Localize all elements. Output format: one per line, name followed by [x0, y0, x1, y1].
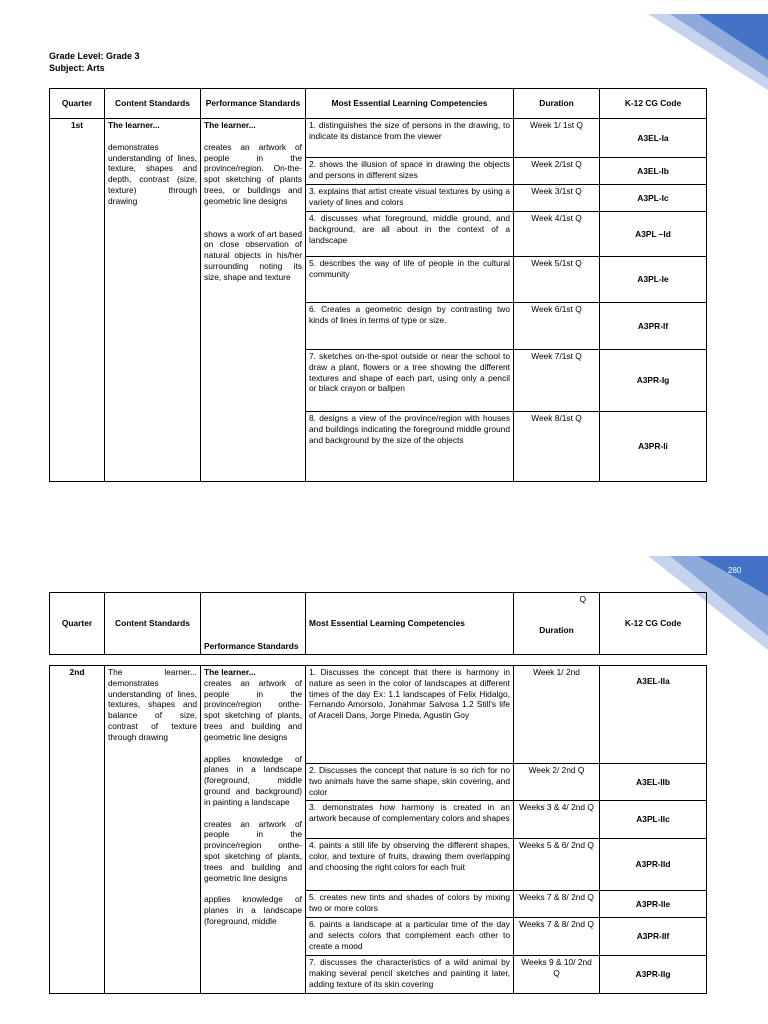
table-header-row: [50, 89, 707, 119]
table-row: [50, 119, 707, 158]
table-header-row: [50, 593, 707, 655]
code-cell: A3EL-Ib: [600, 158, 707, 185]
performance-standards-part4: applies knowledge of planes in a landscape (foreground, middle: [204, 894, 302, 926]
competency-cell: 7. discusses the characteristics of a wild animal by making several pencil sketches and painting it later, adding texture of its skin covering: [306, 956, 514, 994]
performance-standards-part1: creates an artwork of people in the province/region onthe-spot sketching of plants, trees and building and geometric line designs: [204, 677, 302, 742]
competency-cell: 5. creates new tints and shades of colors by mixing two or more colors: [306, 891, 514, 918]
competency-cell: 2. Discusses the concept that nature is so rich for no two animals have the same shape, skin covering, and color: [306, 764, 514, 801]
competency-cell: 5. describes the way of life of people in the cultural community: [306, 257, 514, 303]
header-performance-standards: Performance Standards: [201, 593, 306, 655]
code-cell: A3PR-If: [600, 303, 707, 350]
duration-cell: Weeks 7 & 8/ 2nd Q: [514, 891, 600, 918]
competency-cell: 6. Creates a geometric design by contrasting two kinds of lines in terms of type or size.: [306, 303, 514, 350]
content-standards-cell: The learner... demonstrates understanding of lines, textures, shapes and balance of size, contrast of texture through drawing: [105, 666, 201, 994]
header-code: K-12 CG Code: [600, 593, 707, 655]
performance-standards-cell: [201, 119, 306, 482]
competency-cell: 2. shows the illusion of space in drawing the objects and persons in different sizes: [306, 158, 514, 185]
code-cell: A3PL-Ie: [600, 257, 707, 303]
code-cell: A3PR-IIg: [600, 956, 707, 994]
code-cell: A3PR-Ig: [600, 350, 707, 412]
duration-cell: Weeks 7 & 8/ 2nd Q: [514, 918, 600, 956]
competency-cell: 4. paints a still life by observing the different shapes, color, and texture of fruits, drawing them overlapping and choosing the right colors for each fruit: [306, 839, 514, 891]
header-competencies: Most Essential Learning Competencies: [306, 593, 514, 655]
duration-cell: Week 4/1st Q: [514, 212, 600, 257]
code-cell: A3PL-IIc: [600, 801, 707, 839]
curriculum-table-q1: [49, 88, 707, 482]
performance-standards-part2: applies knowledge of planes in a landscape (foreground, middle ground and background) in painting a landscape: [204, 753, 302, 807]
duration-cell: Week 8/1st Q: [514, 412, 600, 482]
duration-cell: Week 1/ 1st Q: [514, 119, 600, 158]
duration-q-marker: Q: [579, 594, 586, 604]
code-cell: A3PR-Ii: [600, 412, 707, 482]
competency-cell: 3. demonstrates how harmony is created in an artwork because of complementary colors and shapes: [306, 801, 514, 839]
competency-cell: 3. explains that artist create visual textures by using a variety of lines and colors: [306, 185, 514, 212]
header-code: K-12 CG Code: [600, 89, 707, 119]
quarter-cell: 2nd: [50, 666, 105, 994]
duration-cell: Weeks 3 & 4/ 2nd Q: [514, 801, 600, 839]
content-standards-intro: The learner...: [108, 120, 160, 130]
duration-cell: Week 6/1st Q: [514, 303, 600, 350]
performance-standards-part3: creates an artwork of people in the province/region onthe-spot sketching of plants, trees and building and geometric line designs: [204, 818, 302, 883]
header-performance-standards: Performance Standards: [201, 89, 306, 119]
code-cell: A3PL-Ic: [600, 185, 707, 212]
corner-decoration-top: [640, 0, 768, 90]
duration-cell: Week 5/1st Q: [514, 257, 600, 303]
quarter-cell: 1st: [50, 119, 105, 482]
performance-standards-part2: shows a work of art based on close observation of natural objects in his/her surrounding noting its size, shape and texture: [204, 228, 302, 282]
header-content-standards: Content Standards: [105, 89, 201, 119]
code-cell: A3PR-IId: [600, 839, 707, 891]
grade-level: Grade Level: Grade 3: [49, 51, 140, 61]
competency-cell: 6. paints a landscape at a particular time of the day and selects colors that complement each other to create a mood: [306, 918, 514, 956]
duration-cell: Week 1/ 2nd: [514, 666, 600, 764]
content-standards-cell: [105, 119, 201, 482]
performance-standards-intro: The learner...: [204, 667, 256, 677]
header-quarter: Quarter: [50, 593, 105, 655]
code-cell: A3PR-IIf: [600, 918, 707, 956]
competency-cell: 1. Discusses the concept that there is harmony in nature as seen in the color of landscapes at different times of the day Ex: 1.1 landscapes of Felix Hidalgo, Fernando Amorsolo, Jonahmar Salvosa 1.2 Still's life of Araceli Dans, Jorge Pineda, Agustin Goy: [306, 666, 514, 764]
performance-standards-intro: The learner...: [204, 120, 256, 130]
code-cell: A3EL-Ia: [600, 119, 707, 158]
competency-cell: 8. designs a view of the province/region with houses and buildings indicating the foreground middle ground and background by the size of the objects: [306, 412, 514, 482]
duration-cell: Week 2/1st Q: [514, 158, 600, 185]
duration-cell: Week 2/ 2nd Q: [514, 764, 600, 801]
page-number: 280: [728, 566, 742, 575]
header-quarter: Quarter: [50, 89, 105, 119]
document-header: [49, 50, 140, 74]
duration-cell: Weeks 5 & 6/ 2nd Q: [514, 839, 600, 891]
content-standards-text: demonstrates understanding of lines, texture, shapes and depth, contrast (size, texture) through drawing: [108, 141, 197, 206]
code-cell: A3EL-IIb: [600, 764, 707, 801]
table-row: [50, 666, 707, 764]
duration-cell: Week 3/1st Q: [514, 185, 600, 212]
competency-cell: 4. discusses what foreground, middle ground, and background, are all about in the context of a landscape: [306, 212, 514, 257]
curriculum-table-q2: [49, 592, 707, 994]
header-duration: Duration: [514, 89, 600, 119]
duration-label: Duration: [539, 624, 574, 635]
performance-standards-part1: creates an artwork of people in the province/region. On-the-spot sketching of plants trees, or buildings and geometric line designs: [204, 141, 302, 206]
code-cell: A3PL –Id: [600, 212, 707, 257]
code-cell: A3PR-IIe: [600, 891, 707, 918]
duration-cell: Weeks 9 & 10/ 2nd Q: [514, 956, 600, 994]
competency-cell: 1. distinguishes the size of persons in the drawing, to indicate its distance from the viewer: [306, 119, 514, 158]
performance-standards-cell: [201, 666, 306, 994]
header-duration: [514, 593, 600, 655]
subject: Subject: Arts: [49, 63, 105, 73]
code-cell: A3EL-IIa: [600, 666, 707, 764]
competency-cell: 7. sketches on-the-spot outside or near the school to draw a plant, flowers or a tree showing the different textures and shape of each part, using only a pencil or black crayon or ballpen: [306, 350, 514, 412]
header-content-standards: Content Standards: [105, 593, 201, 655]
duration-cell: Week 7/1st Q: [514, 350, 600, 412]
table-gap: [50, 655, 707, 666]
header-competencies: Most Essential Learning Competencies: [306, 89, 514, 119]
